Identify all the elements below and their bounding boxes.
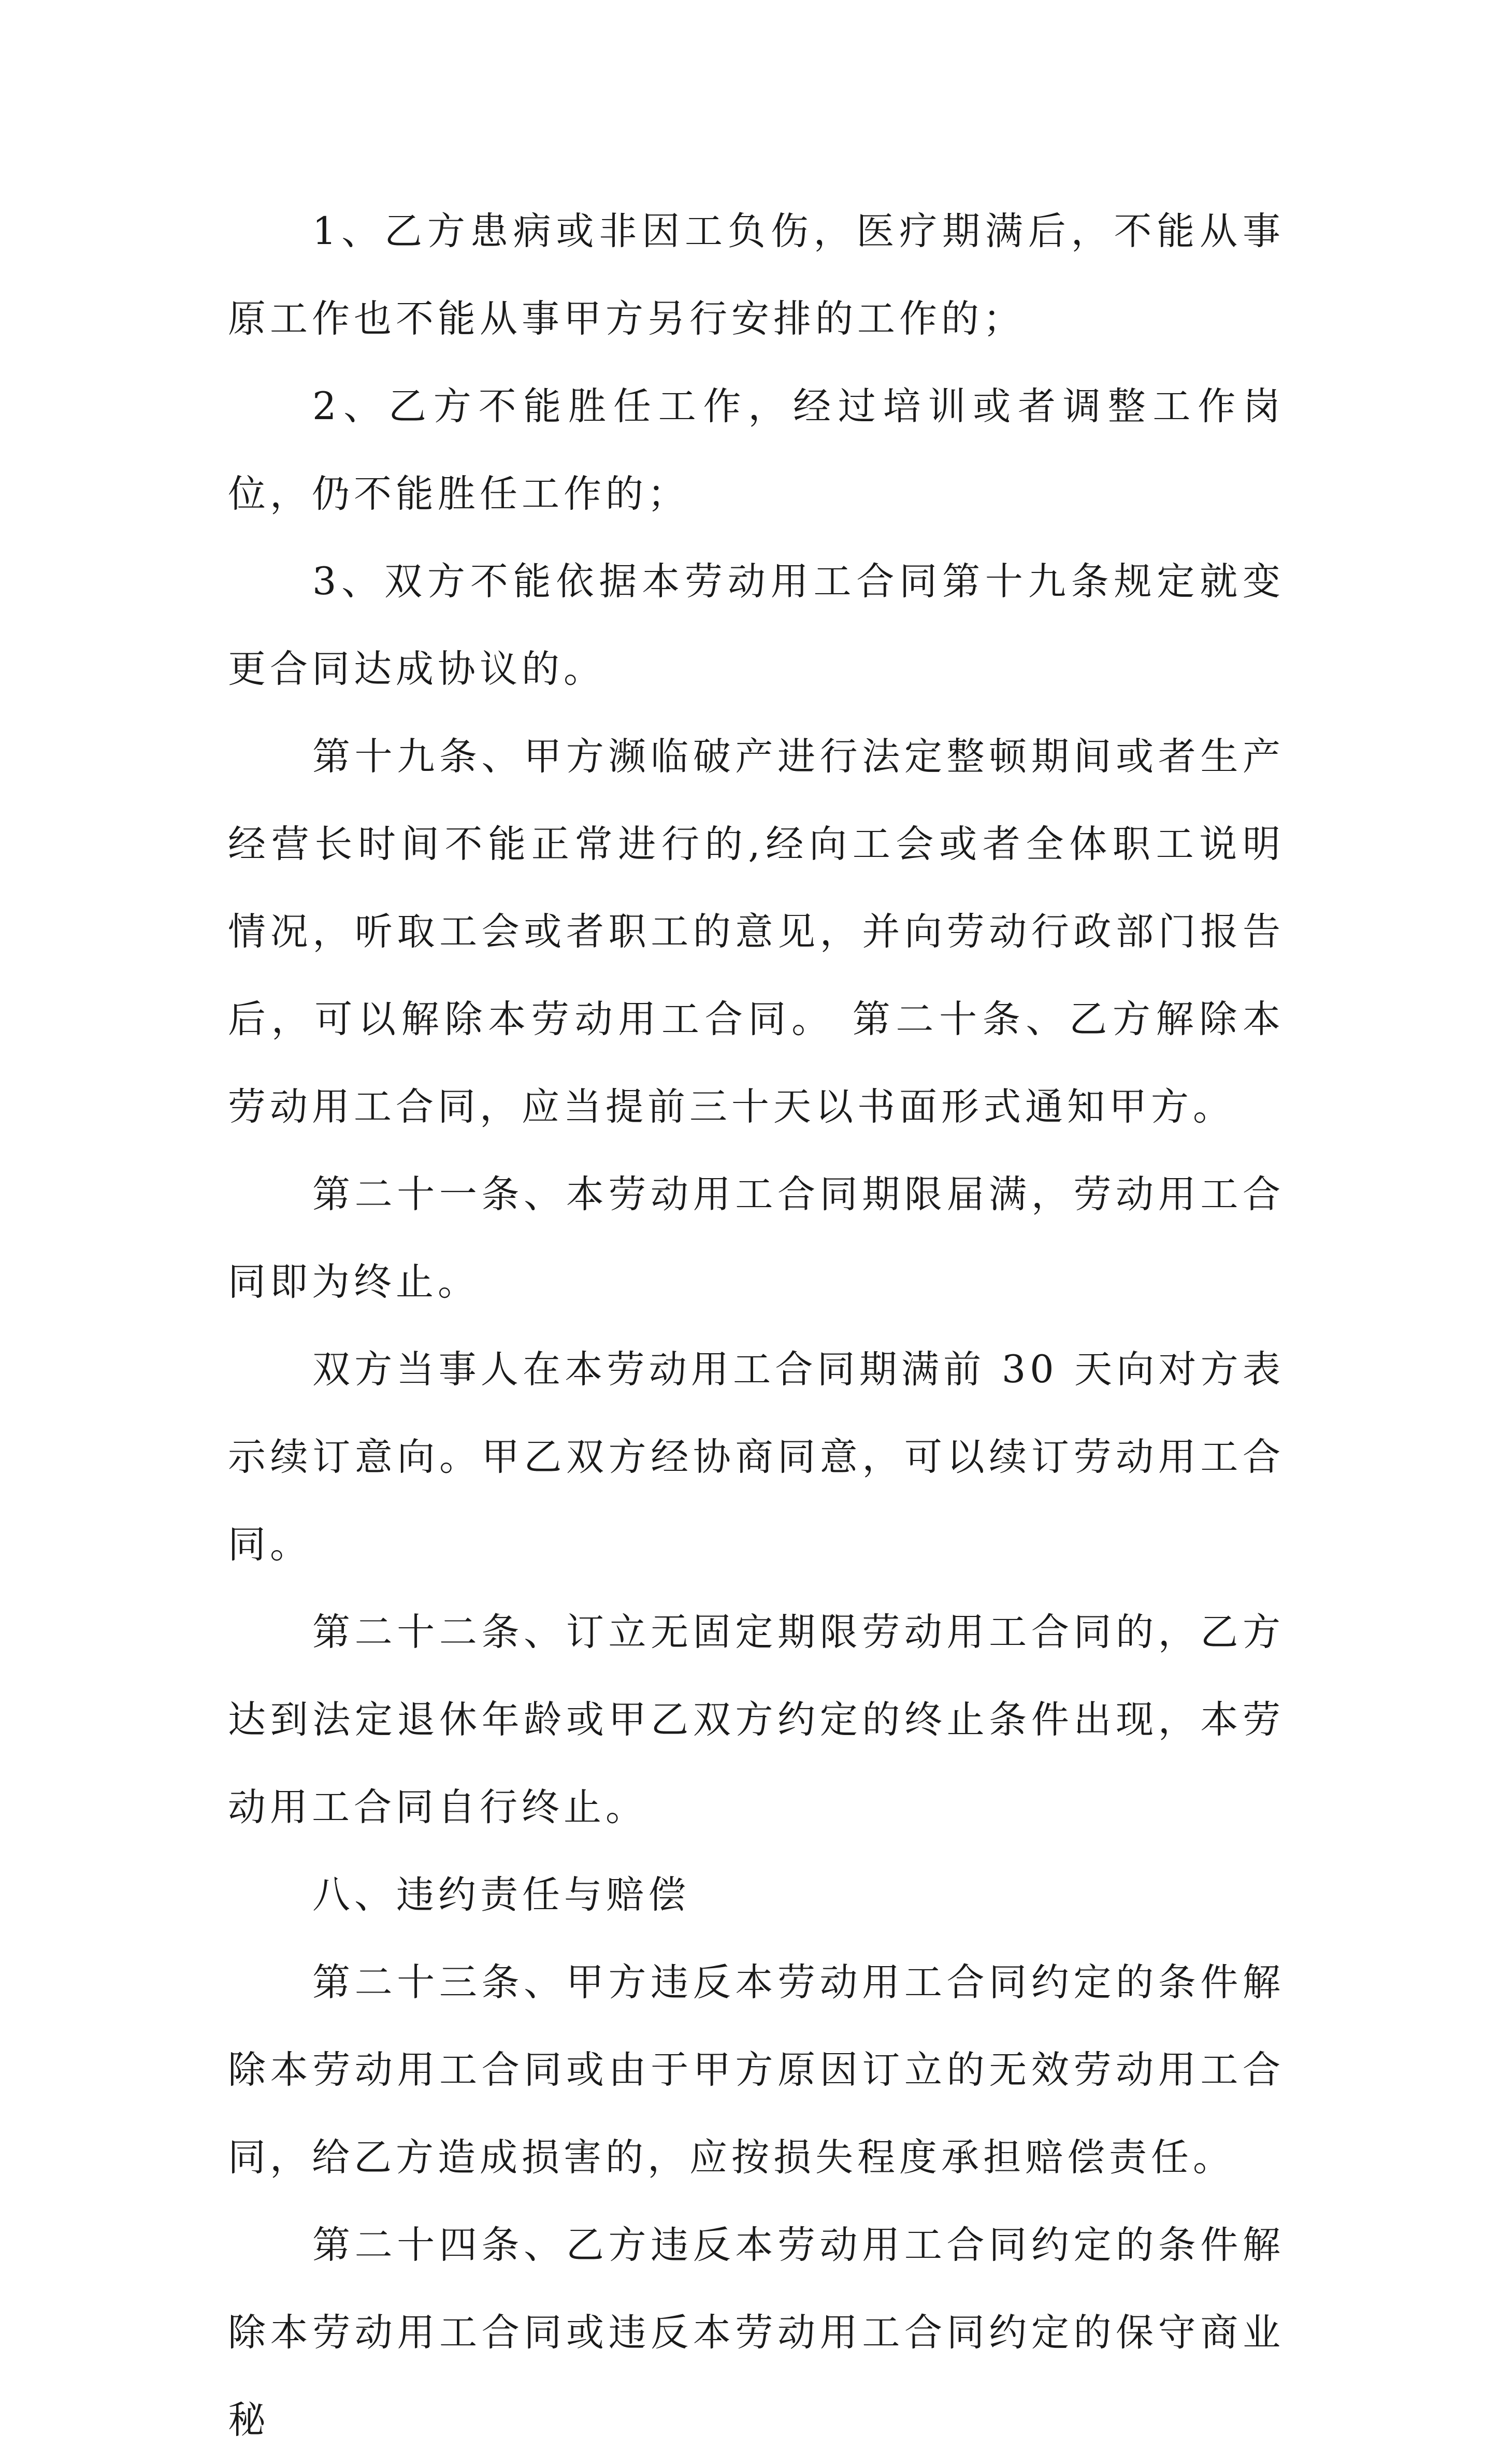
paragraph-10: 第二十四条、乙方违反本劳动用工合同约定的条件解除本劳动用工合同或违反本劳动用工合同约定的保守商业秘 <box>228 2223 1285 2442</box>
paragraph-3: 3、双方不能依据本劳动用工合同第十九条规定就变更合同达成协议的。 <box>228 560 1285 691</box>
paragraph-1: 1、乙方患病或非因工负伤，医疗期满后，不能从事原工作也不能从事甲方另行安排的工作的； <box>228 209 1285 341</box>
paragraph-7: 第二十二条、订立无固定期限劳动用工合同的，乙方达到法定退休年龄或甲乙双方约定的终止条件出现，本劳动用工合同自行终止。 <box>228 1610 1285 1829</box>
paragraph-2: 2、乙方不能胜任工作，经过培训或者调整工作岗位，仍不能胜任工作的； <box>228 384 1285 516</box>
paragraph-5: 第二十一条、本劳动用工合同期限届满，劳动用工合同即为终止。 <box>228 1172 1285 1304</box>
paragraph-9: 第二十三条、甲方违反本劳动用工合同约定的条件解除本劳动用工合同或由于甲方原因订立的无效劳动用工合同，给乙方造成损害的，应按损失程度承担赔偿责任。 <box>228 1960 1285 2180</box>
document-body <box>228 188 1285 2464</box>
paragraph-6: 双方当事人在本劳动用工合同期满前 30 天向对方表示续订意向。甲乙双方经协商同意，可以续订劳动用工合同。 <box>228 1348 1285 1567</box>
section-heading: 八、违约责任与赔偿 <box>312 1873 690 1917</box>
paragraph-4: 第十九条、甲方濒临破产进行法定整顿期间或者生产经营长时间不能正常进行的,经向工会或者全体职工说明情况，听取工会或者职工的意见，并向劳动行政部门报告后，可以解除本劳动用工合同。 第二十条、乙方解除本劳动用工合同，应当提前三十天以书面形式通知甲方。 <box>228 735 1285 1129</box>
